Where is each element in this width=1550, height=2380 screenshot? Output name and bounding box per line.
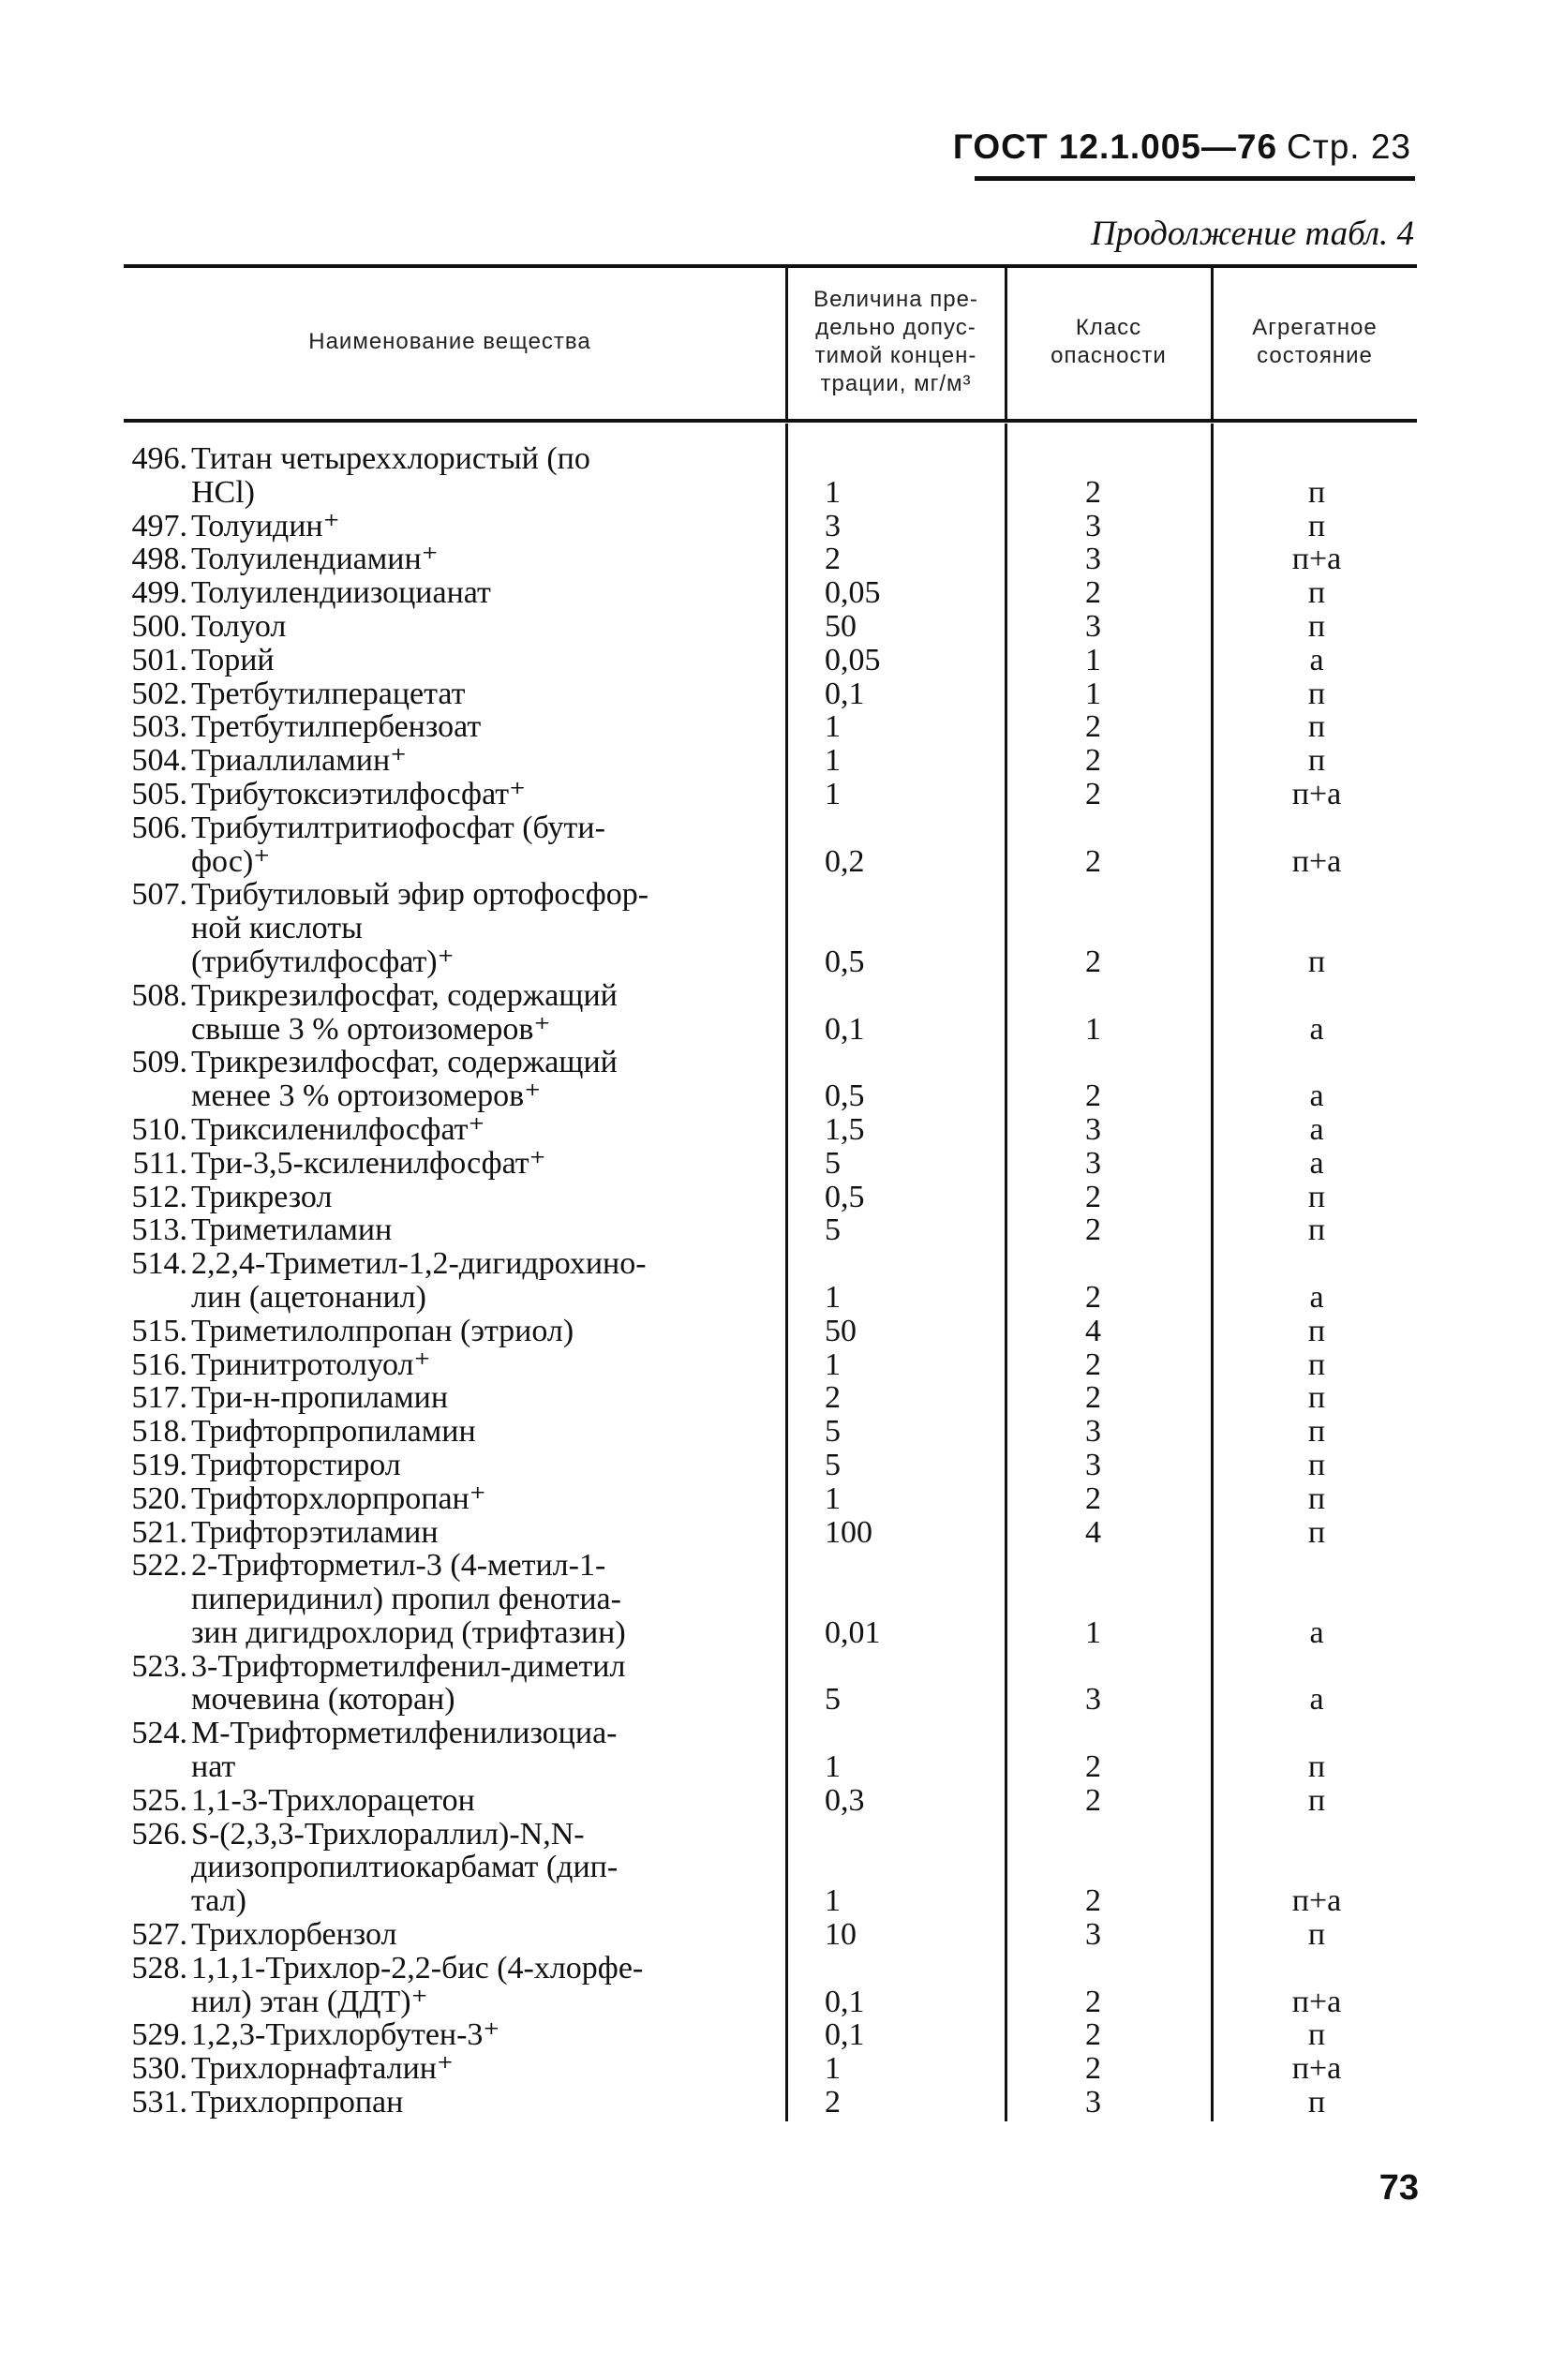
hazard-class: 2: [1085, 1212, 1101, 1248]
row-number: 529.: [131, 2017, 187, 2053]
table-row: [0, 576, 1550, 610]
substance-name: Толуидин⁺: [191, 508, 340, 543]
table-row: [0, 1315, 1550, 1348]
aggregate-state: п+а: [1291, 1984, 1342, 2019]
substance-name: 1,1,1-Трихлор-2,2-бис (4-хлорфе- нил) этан (ДДТ)⁺: [191, 1950, 644, 2019]
standard-code: ГОСТ 12.1.005—76: [952, 127, 1278, 166]
limit-value: 0,1: [825, 2017, 865, 2053]
hazard-class: 2: [1085, 474, 1101, 510]
hazard-class: 3: [1085, 1145, 1101, 1181]
limit-value: 2: [825, 1380, 841, 1416]
aggregate-state: п: [1307, 608, 1326, 644]
limit-value: 0,5: [825, 1179, 865, 1214]
row-number: 512.: [131, 1179, 187, 1214]
row-number: 496.: [131, 441, 187, 476]
table-body: [0, 442, 1550, 2120]
substance-name: Толуилендиизоцианат: [191, 575, 491, 611]
row-number: 520.: [131, 1480, 187, 1516]
substance-name: Трикрезилфосфат, содержащий менее 3 % ортоизомеров⁺: [191, 1045, 618, 1114]
page-label: Стр. 23: [1287, 127, 1411, 166]
hazard-class: 3: [1085, 508, 1101, 543]
substance-name: Толуол: [191, 608, 287, 644]
hazard-class: 2: [1085, 776, 1101, 811]
limit-value: 0,3: [825, 1782, 865, 1818]
table-row: [0, 710, 1550, 744]
limit-value: 1: [825, 1883, 841, 1919]
table-row: [0, 1147, 1550, 1181]
row-number: 517.: [131, 1380, 187, 1416]
column-header-value: Величина пре- дельно допус- тимой концен- трации, мг/м³: [813, 287, 978, 396]
row-number: 511.: [132, 1145, 187, 1181]
row-number: 524.: [131, 1716, 187, 1751]
limit-value: 2: [825, 2085, 841, 2120]
row-number: 500.: [131, 608, 187, 644]
row-number: 526.: [131, 1816, 187, 1852]
substance-name: Триметиламин: [191, 1212, 393, 1248]
row-number: 510.: [131, 1111, 187, 1147]
limit-value: 10: [825, 1917, 857, 1953]
table-row: [0, 1818, 1550, 1918]
hazard-class: 2: [1085, 1380, 1101, 1416]
table-row: [0, 677, 1550, 711]
table-row: [0, 744, 1550, 778]
row-number: 504.: [131, 743, 187, 779]
limit-value: 5: [825, 1414, 841, 1450]
table-row: [0, 979, 1550, 1047]
row-number: 531.: [131, 2085, 187, 2120]
column-divider-1: [785, 264, 788, 419]
aggregate-state: п+а: [1291, 1883, 1342, 1919]
row-number: 518.: [131, 1414, 187, 1450]
aggregate-state: п: [1307, 1917, 1326, 1953]
aggregate-state: п: [1307, 1782, 1326, 1818]
limit-value: 0,5: [825, 1078, 865, 1114]
hazard-class: 3: [1085, 1682, 1101, 1718]
limit-value: 5: [825, 1212, 841, 1248]
aggregate-state: п+а: [1291, 843, 1342, 879]
substance-name: Триметилолпропан (этриол): [191, 1313, 574, 1348]
hazard-class: 3: [1085, 1917, 1101, 1953]
aggregate-state: п: [1307, 575, 1326, 611]
aggregate-state: п: [1307, 944, 1326, 979]
row-number: 514.: [131, 1246, 187, 1282]
row-number: 503.: [131, 709, 187, 745]
row-number: 508.: [131, 977, 187, 1013]
row-number: 522.: [131, 1548, 187, 1584]
limit-value: 5: [825, 1145, 841, 1181]
substance-name: Трикрезилфосфат, содержащий свыше 3 % ортоизомеров⁺: [191, 977, 618, 1047]
aggregate-state: п+а: [1291, 2051, 1342, 2087]
aggregate-state: п: [1307, 1480, 1326, 1516]
table-row: [0, 543, 1550, 576]
aggregate-state: п: [1307, 2085, 1326, 2120]
limit-value: 1: [825, 1279, 841, 1315]
substance-name: 3-Трифторметилфенил-диметил мочевина (которан): [191, 1648, 626, 1718]
hazard-class: 2: [1085, 743, 1101, 779]
table-row: [0, 1549, 1550, 1649]
limit-value: 1: [825, 474, 841, 510]
substance-name: Титан четыреххлористый (по HCl): [191, 441, 590, 510]
limit-value: 5: [825, 1682, 841, 1718]
substance-name: Трифторпропиламин: [191, 1414, 476, 1450]
table-row: [0, 1449, 1550, 1482]
continuation-caption: Продолжение табл. 4: [1090, 215, 1414, 253]
aggregate-state: а: [1309, 1111, 1324, 1147]
row-number: 498.: [131, 542, 187, 577]
row-number: 525.: [131, 1782, 187, 1818]
hazard-class: 3: [1085, 608, 1101, 644]
row-number: 519.: [131, 1447, 187, 1482]
column-divider-2: [1005, 264, 1007, 419]
page-header: [953, 127, 1411, 167]
aggregate-state: а: [1309, 1011, 1324, 1047]
row-number: 507.: [131, 877, 187, 913]
hazard-class: 2: [1085, 1078, 1101, 1114]
substance-name: 1,1-3-Трихлорацетон: [191, 1782, 475, 1818]
column-divider-3: [1211, 264, 1214, 419]
substance-name: 2,2,4-Триметил-1,2-дигидрохино- лин (ацетонанил): [191, 1246, 647, 1315]
table-row: [0, 644, 1550, 677]
limit-value: 0,01: [825, 1614, 881, 1650]
limit-value: 0,05: [825, 575, 881, 611]
table-row: [0, 811, 1550, 879]
table-row: [0, 878, 1550, 978]
substance-name: Трибутиловый эфир ортофосфор- ной кислоты (трибутилфосфат)⁺: [191, 877, 649, 979]
row-number: 509.: [131, 1045, 187, 1080]
substance-name: Трихлорпропан: [191, 2085, 404, 2120]
aggregate-state: п: [1307, 1179, 1326, 1214]
hazard-class: 2: [1085, 843, 1101, 879]
hazard-class: 2: [1085, 1749, 1101, 1785]
table-row: [0, 1247, 1550, 1315]
hazard-class: 1: [1085, 1011, 1101, 1047]
limit-value: 1: [825, 776, 841, 811]
substance-name: Трихлорнафталин⁺: [191, 2051, 454, 2087]
table-row: [0, 1046, 1550, 1113]
hazard-class: 2: [1085, 709, 1101, 745]
table-row: [0, 1952, 1550, 2019]
substance-name: 1,2,3-Трихлорбутен-3⁺: [191, 2017, 500, 2053]
substance-name: Трихлорбензол: [191, 1917, 397, 1953]
aggregate-state: п: [1307, 1447, 1326, 1482]
limit-value: 1: [825, 1749, 841, 1785]
table-row: [0, 1918, 1550, 1952]
table-header-rule: [124, 419, 1417, 423]
hazard-class: 2: [1085, 944, 1101, 979]
hazard-class: 2: [1085, 1883, 1101, 1919]
aggregate-state: п: [1307, 508, 1326, 543]
header-rule: [975, 176, 1415, 181]
row-number: 505.: [131, 776, 187, 811]
substance-name: М-Трифторметилфенилизоциа- нат: [191, 1716, 618, 1785]
table-row: [0, 1482, 1550, 1516]
row-number: 523.: [131, 1648, 187, 1684]
aggregate-state: п: [1307, 676, 1326, 711]
limit-value: 1,5: [825, 1111, 865, 1147]
hazard-class: 2: [1085, 1782, 1101, 1818]
aggregate-state: п: [1307, 474, 1326, 510]
table-row: [0, 1717, 1550, 1784]
row-number: 502.: [131, 676, 187, 711]
aggregate-state: п: [1307, 1212, 1326, 1248]
table-row: [0, 2086, 1550, 2120]
table-row: [0, 1516, 1550, 1550]
limit-value: 3: [825, 508, 841, 543]
limit-value: 0,1: [825, 676, 865, 711]
limit-value: 0,5: [825, 944, 865, 979]
aggregate-state: а: [1309, 1614, 1324, 1650]
hazard-class: 4: [1085, 1514, 1101, 1550]
substance-name: 2-Трифторметил-3 (4-метил-1- пиперидинил) пропил фенотиа- зин дигидрохлорид (трифтазин): [191, 1548, 626, 1650]
substance-name: Тринитротолуол⁺: [191, 1346, 431, 1382]
hazard-class: 3: [1085, 1414, 1101, 1450]
row-number: 527.: [131, 1917, 187, 1953]
table-row: [0, 1650, 1550, 1718]
limit-value: 1: [825, 1480, 841, 1516]
aggregate-state: а: [1309, 642, 1324, 677]
row-number: 506.: [131, 810, 187, 845]
substance-name: Триксиленилфосфат⁺: [191, 1111, 485, 1147]
table-row: [0, 510, 1550, 543]
column-header-state: Агрегатное состояние: [1252, 315, 1378, 368]
aggregate-state: п: [1307, 1313, 1326, 1348]
substance-name: Третбутилперацетат: [191, 676, 466, 711]
table-row: [0, 1213, 1550, 1247]
substance-name: Триаллиламин⁺: [191, 743, 408, 779]
aggregate-state: а: [1309, 1145, 1324, 1181]
substance-name: Третбутилпербензоат: [191, 709, 482, 745]
hazard-class: 2: [1085, 1480, 1101, 1516]
hazard-class: 2: [1085, 2017, 1101, 2053]
row-number: 528.: [131, 1950, 187, 1986]
aggregate-state: п+а: [1291, 776, 1342, 811]
aggregate-state: п: [1307, 1414, 1326, 1450]
aggregate-state: п: [1307, 2017, 1326, 2053]
hazard-class: 2: [1085, 2051, 1101, 2087]
hazard-class: 1: [1085, 676, 1101, 711]
column-header-name: Наименование вещества: [308, 329, 591, 354]
table-row: [0, 2052, 1550, 2086]
aggregate-state: а: [1309, 1078, 1324, 1114]
limit-value: 1: [825, 709, 841, 745]
limit-value: 2: [825, 542, 841, 577]
substance-name: Трифторэтиламин: [191, 1514, 439, 1550]
hazard-class: 3: [1085, 1447, 1101, 1482]
aggregate-state: п: [1307, 709, 1326, 745]
row-number: 497.: [131, 508, 187, 543]
row-number: 513.: [131, 1212, 187, 1248]
hazard-class: 3: [1085, 1111, 1101, 1147]
hazard-class: 1: [1085, 1614, 1101, 1650]
hazard-class: 3: [1085, 2085, 1101, 2120]
row-number: 515.: [131, 1313, 187, 1348]
limit-value: 1: [825, 743, 841, 779]
limit-value: 0,1: [825, 1011, 865, 1047]
aggregate-state: п+а: [1291, 542, 1342, 577]
substance-name: Три-н-пропиламин: [191, 1380, 449, 1416]
table-top-rule: [124, 264, 1417, 268]
aggregate-state: а: [1309, 1682, 1324, 1718]
aggregate-state: п: [1307, 743, 1326, 779]
substance-name: Трифторстирол: [191, 1447, 401, 1482]
limit-value: 0,1: [825, 1984, 865, 2019]
table-row: [0, 610, 1550, 644]
hazard-class: 2: [1085, 1279, 1101, 1315]
page-number: 73: [1379, 2168, 1419, 2208]
hazard-class: 3: [1085, 542, 1101, 577]
table-row: [0, 1381, 1550, 1415]
aggregate-state: п: [1307, 1514, 1326, 1550]
row-number: 499.: [131, 575, 187, 611]
hazard-class: 2: [1085, 1346, 1101, 1382]
table-row: [0, 1348, 1550, 1382]
substance-name: Три-3,5-ксиленилфосфат⁺: [191, 1145, 546, 1181]
hazard-class: 2: [1085, 1179, 1101, 1214]
table-row: [0, 1784, 1550, 1818]
row-number: 501.: [131, 642, 187, 677]
aggregate-state: п: [1307, 1380, 1326, 1416]
row-number: 521.: [131, 1514, 187, 1550]
table-row: [0, 1181, 1550, 1214]
substance-name: Трикрезол: [191, 1179, 333, 1214]
limit-value: 1: [825, 1346, 841, 1382]
limit-value: 5: [825, 1447, 841, 1482]
table-row: [0, 2018, 1550, 2052]
row-number: 516.: [131, 1346, 187, 1382]
limit-value: 0,05: [825, 642, 881, 677]
table-row: [0, 442, 1550, 510]
substance-name: Трибутоксиэтилфосфат⁺: [191, 776, 527, 811]
limit-value: 100: [825, 1514, 872, 1550]
substance-name: Толуилендиамин⁺: [191, 542, 439, 577]
substance-name: S-(2,3,3-Трихлораллил)-N,N- диизопропилтиокарбамат (дип- тал): [191, 1816, 619, 1919]
limit-value: 1: [825, 2051, 841, 2087]
row-number: 530.: [131, 2051, 187, 2087]
aggregate-state: п: [1307, 1346, 1326, 1382]
aggregate-state: а: [1309, 1279, 1324, 1315]
hazard-class: 4: [1085, 1313, 1101, 1348]
column-header-class: Класс опасности: [1051, 315, 1167, 368]
hazard-class: 2: [1085, 575, 1101, 611]
limit-value: 50: [825, 608, 857, 644]
table-row: [0, 778, 1550, 811]
hazard-class: 1: [1085, 642, 1101, 677]
limit-value: 0,2: [825, 843, 865, 879]
substance-name: Торий: [191, 642, 275, 677]
substance-name: Трибутилтритиофосфат (бути- фос)⁺: [191, 810, 605, 879]
limit-value: 50: [825, 1313, 857, 1348]
table-row: [0, 1113, 1550, 1147]
substance-name: Трифторхлорпропан⁺: [191, 1480, 486, 1516]
aggregate-state: п: [1307, 1749, 1326, 1785]
table-row: [0, 1415, 1550, 1449]
hazard-class: 2: [1085, 1984, 1101, 2019]
